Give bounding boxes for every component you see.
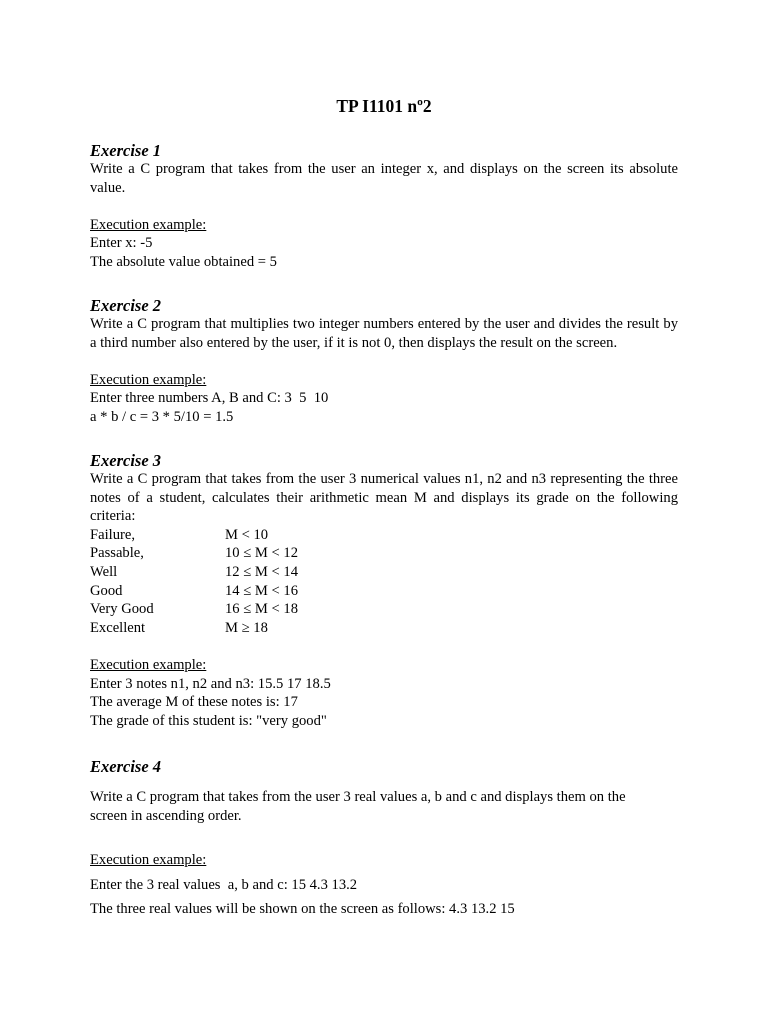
example-line: Enter 3 notes n1, n2 and n3: 15.5 17 18.5 (90, 675, 331, 692)
criteria-condition: M ≥ 18 (225, 619, 268, 636)
criteria-label: Very Good (90, 601, 154, 618)
criteria-row (90, 600, 678, 619)
exercise-statement: Write a C program that multiplies two integer numbers entered by the user and divides the result by a third number also entered by the user, if it is not 0, then displays the result on the screen. (90, 316, 678, 351)
exercise-statement: Write a C program that takes from the user 3 real values a, b and c and displays them on the screen in ascending order. (90, 789, 626, 824)
criteria-condition: 14 ≤ M < 16 (225, 582, 298, 599)
criteria-row (90, 544, 678, 563)
criteria-condition: 10 ≤ M < 12 (225, 545, 298, 562)
criteria-row (90, 619, 678, 638)
example-line: Enter the 3 real values a, b and c: 15 4.3 13.2 (90, 876, 358, 893)
execution-example-label: Execution example: (90, 371, 207, 388)
criteria-row (90, 563, 678, 582)
criteria-label: Failure, (90, 526, 135, 543)
exercise-statement: Write a C program that takes from the user an integer x, and displays on the screen its absolute value. (90, 161, 678, 196)
criteria-label: Good (90, 582, 123, 599)
exercise-heading: Exercise 2 (90, 296, 162, 315)
exercise-heading: Exercise 1 (90, 141, 162, 160)
example-line: a * b / c = 3 * 5/10 = 1.5 (90, 408, 234, 425)
document-title: TP I1101 nº2 (336, 96, 432, 116)
exercise-2 (90, 296, 678, 427)
example-line: The grade of this student is: "very good" (90, 712, 327, 729)
example-line: Enter three numbers A, B and C: 3 5 10 (90, 390, 329, 407)
execution-example-label: Execution example: (90, 216, 207, 233)
document-page (90, 0, 678, 1024)
criteria-condition: 16 ≤ M < 18 (225, 601, 298, 618)
criteria-condition: M < 10 (225, 526, 269, 543)
execution-example-label: Execution example: (90, 852, 207, 869)
criteria-row (90, 582, 678, 601)
criteria-label: Passable, (90, 545, 144, 562)
criteria-label: Excellent (90, 619, 146, 636)
example-line: The average M of these notes is: 17 (90, 694, 298, 711)
criteria-label: Well (90, 563, 118, 580)
criteria-table (90, 526, 678, 638)
example-line: Enter x: -5 (90, 235, 153, 252)
example-line: The absolute value obtained = 5 (90, 253, 277, 270)
exercise-3 (90, 451, 678, 730)
exercise-statement: Write a C program that takes from the user 3 numerical values n1, n2 and n3 representing the three notes of a student, calculates their arithmetic mean M and displays its grade on the following criteria: (90, 471, 678, 525)
example-line: The three real values will be shown on the screen as follows: 4.3 13.2 15 (90, 901, 515, 918)
exercise-4 (90, 757, 678, 919)
criteria-condition: 12 ≤ M < 14 (225, 563, 298, 580)
execution-example-label: Execution example: (90, 656, 207, 673)
exercise-heading: Exercise 4 (90, 757, 162, 776)
criteria-row (90, 526, 678, 545)
exercise-1 (90, 141, 678, 272)
exercise-heading: Exercise 3 (90, 451, 162, 470)
